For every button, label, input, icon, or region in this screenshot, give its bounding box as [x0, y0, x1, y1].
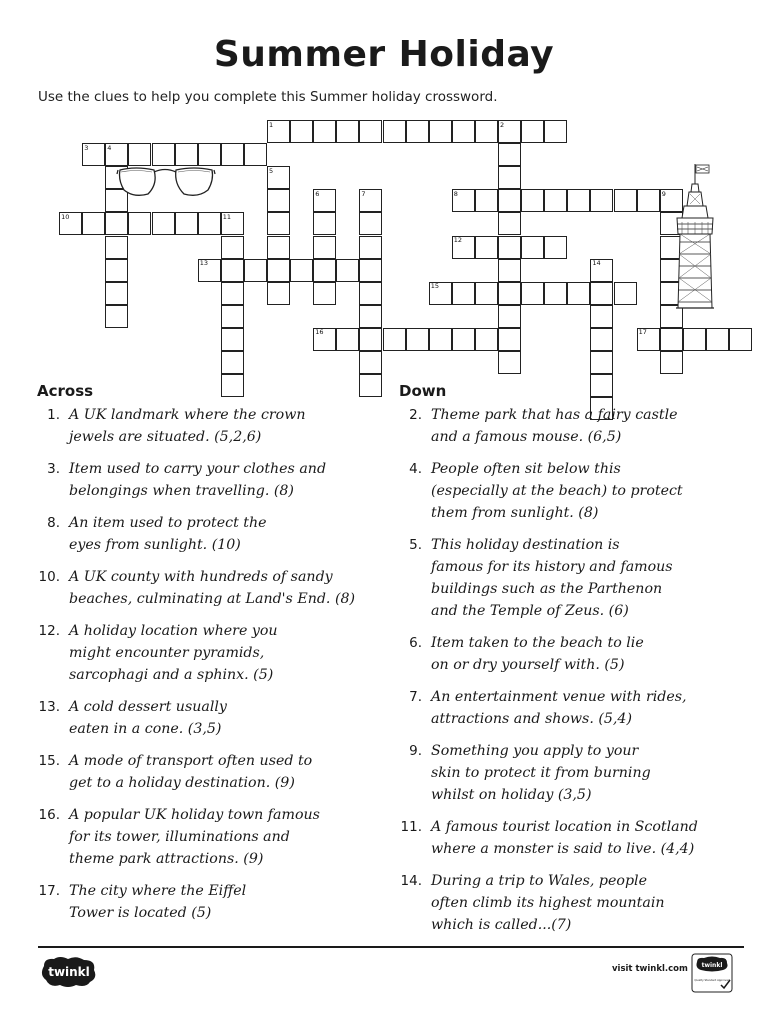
crossword-cell[interactable] — [498, 328, 521, 351]
crossword-cell[interactable] — [267, 236, 290, 259]
crossword-cell[interactable] — [521, 120, 544, 143]
crossword-cell[interactable] — [475, 282, 498, 305]
clue-number: 17. — [38, 883, 60, 899]
crossword-cell[interactable] — [498, 212, 521, 235]
clue-number: 15 — [430, 282, 439, 291]
clue-text: Item taken to the beach to lie on or dry yourself with. (5) — [431, 635, 644, 673]
across-heading: Across — [37, 382, 94, 400]
crossword-cell[interactable] — [475, 120, 498, 143]
visit-website-link[interactable]: visit twinkl.com — [612, 964, 688, 974]
clue-number: 14 — [592, 259, 601, 268]
clue-text: People often sit below this (especially at the beach) to protect them from sunlight. (8) — [431, 461, 683, 521]
crossword-cell[interactable] — [498, 236, 521, 259]
clue-number: 1. — [47, 407, 60, 423]
clue-text: During a trip to Wales, people often climb its highest mountain which is called...(7) — [431, 873, 665, 933]
clue-number: 9. — [409, 743, 422, 759]
crossword-cell[interactable] — [590, 189, 613, 212]
crossword-cell[interactable] — [267, 259, 290, 282]
logo-text: twinkl — [48, 965, 90, 979]
clue-number: 14. — [400, 873, 422, 889]
clue-text: Item used to carry your clothes and belongings when travelling. (8) — [69, 461, 327, 499]
quality-badge-icon — [691, 953, 733, 993]
badge-logo-text: twinkl — [701, 962, 723, 969]
crossword-cell[interactable] — [221, 143, 244, 166]
crossword-cell[interactable] — [221, 328, 244, 351]
crossword-cell[interactable] — [383, 120, 406, 143]
clue-number: 10. — [38, 569, 60, 585]
clue-text: A famous tourist location in Scotland where a monster is said to live. (4,4) — [431, 819, 698, 857]
crossword-cell[interactable] — [359, 259, 382, 282]
crossword-cell[interactable] — [498, 305, 521, 328]
clue-number: 9 — [661, 189, 666, 198]
clue-number: 5 — [269, 166, 274, 175]
clue-number: 15. — [38, 753, 60, 769]
clue-number: 4 — [107, 143, 112, 152]
crossword-cell[interactable] — [429, 328, 452, 351]
crossword-cell[interactable] — [544, 282, 567, 305]
crossword-cell[interactable] — [105, 212, 128, 235]
crossword-cell[interactable] — [637, 189, 660, 212]
clue-number: 7. — [409, 689, 422, 705]
crossword-cell[interactable] — [128, 143, 151, 166]
crossword-cell[interactable] — [175, 143, 198, 166]
crossword-cell[interactable] — [290, 259, 313, 282]
crossword-cell[interactable] — [614, 282, 637, 305]
footer-divider — [38, 946, 744, 948]
badge-text: Quality Standard Approved — [694, 979, 730, 982]
clue-number: 13. — [38, 699, 60, 715]
clue-number: 1 — [269, 120, 274, 129]
crossword-cell[interactable] — [383, 328, 406, 351]
crossword-cell[interactable] — [267, 212, 290, 235]
clue-text: A popular UK holiday town famous for its tower, illuminations and theme park attractions. (9) — [69, 807, 320, 867]
crossword-cell[interactable] — [590, 282, 613, 305]
crossword-cell[interactable] — [244, 259, 267, 282]
crossword-cell[interactable] — [313, 236, 336, 259]
crossword-cell[interactable] — [152, 143, 175, 166]
crossword-cell[interactable] — [82, 212, 105, 235]
clue-text: A cold dessert usually eaten in a cone. (3,5) — [69, 699, 227, 737]
crossword-cell[interactable] — [244, 143, 267, 166]
crossword-cell[interactable] — [359, 236, 382, 259]
clue-number: 2 — [500, 120, 505, 129]
crossword-cell[interactable] — [359, 374, 382, 397]
crossword-cell[interactable] — [313, 259, 336, 282]
down-heading: Down — [399, 382, 447, 400]
crossword-cell[interactable] — [475, 189, 498, 212]
crossword-cell[interactable] — [336, 120, 359, 143]
crossword-cell[interactable] — [152, 212, 175, 235]
crossword-cell[interactable] — [336, 259, 359, 282]
crossword-cell[interactable] — [267, 282, 290, 305]
crossword-cell[interactable] — [359, 305, 382, 328]
clue-number: 2. — [409, 407, 422, 423]
crossword-cell[interactable] — [105, 259, 128, 282]
crossword-cell[interactable] — [359, 282, 382, 305]
clue-text: Something you apply to your skin to protect it from burning whilst on holiday (3,5) — [431, 743, 651, 803]
crossword-cell[interactable] — [105, 305, 128, 328]
crossword-cell[interactable] — [452, 282, 475, 305]
crossword-cell[interactable] — [221, 351, 244, 374]
page-title: Summer Holiday — [213, 34, 555, 75]
crossword-cell[interactable] — [521, 282, 544, 305]
clue-text: A holiday location where you might encounter pyramids, sarcophagi and a sphinx. (5) — [69, 623, 278, 683]
crossword-cell[interactable] — [128, 212, 151, 235]
clue-number: 3. — [47, 461, 60, 477]
crossword-cell[interactable] — [475, 236, 498, 259]
crossword-cell[interactable] — [498, 166, 521, 189]
clue-number: 8. — [47, 515, 60, 531]
sunglasses-icon — [116, 164, 216, 202]
twinkl-logo — [40, 956, 98, 988]
crossword-cell[interactable] — [105, 282, 128, 305]
crossword-cell[interactable] — [498, 282, 521, 305]
crossword-cell[interactable] — [452, 328, 475, 351]
crossword-cell[interactable] — [729, 328, 752, 351]
crossword-cell[interactable] — [498, 189, 521, 212]
crossword-cell[interactable] — [498, 259, 521, 282]
crossword-cell[interactable] — [198, 212, 221, 235]
crossword-cell[interactable] — [221, 374, 244, 397]
intro-text: Use the clues to help you complete this Summer holiday crossword. — [38, 89, 498, 105]
clue-number: 10 — [61, 212, 70, 221]
crossword-cell[interactable] — [660, 351, 683, 374]
crossword-cell[interactable] — [567, 282, 590, 305]
clue-number: 8 — [453, 189, 458, 198]
crossword-cell[interactable] — [359, 328, 382, 351]
clue-number: 4. — [409, 461, 422, 477]
crossword-cell[interactable] — [221, 282, 244, 305]
crossword-cell[interactable] — [359, 120, 382, 143]
crossword-cell[interactable] — [475, 328, 498, 351]
crossword-cell[interactable] — [544, 189, 567, 212]
crossword-cell[interactable] — [429, 120, 452, 143]
clue-text: An item used to protect the eyes from sunlight. (10) — [69, 515, 267, 553]
clue-text: A mode of transport often used to get to a holiday destination. (9) — [69, 753, 313, 791]
clue-text: Theme park that has a fairy castle and a famous mouse. (6,5) — [431, 407, 678, 445]
clue-number: 16. — [38, 807, 60, 823]
blackpool-tower-icon — [668, 162, 722, 312]
crossword-cell[interactable] — [336, 328, 359, 351]
clue-text: A UK landmark where the crown jewels are situated. (5,2,6) — [69, 407, 306, 445]
clue-number: 6 — [315, 189, 320, 198]
crossword-cell[interactable] — [544, 120, 567, 143]
crossword-cell[interactable] — [706, 328, 729, 351]
clue-number: 3 — [84, 143, 89, 152]
crossword-cell[interactable] — [498, 351, 521, 374]
clue-number: 12 — [453, 236, 463, 244]
crossword-cell[interactable] — [614, 189, 637, 212]
clue-text: This holiday destination is famous for its history and famous buildings such as the Parthenon and the Temple of Zeus. (6) — [431, 537, 673, 619]
crossword-cell[interactable] — [290, 120, 313, 143]
crossword-cell[interactable] — [406, 120, 429, 143]
crossword-cell[interactable] — [406, 328, 429, 351]
crossword-cell[interactable] — [521, 189, 544, 212]
clue-number: 11. — [400, 819, 422, 835]
clue-text: A UK county with hundreds of sandy beaches, culminating at Land's End. (8) — [69, 569, 356, 607]
crossword-cell[interactable] — [221, 305, 244, 328]
crossword-cell[interactable] — [590, 374, 613, 397]
clue-number: 16 — [315, 328, 324, 337]
crossword-cell[interactable] — [590, 351, 613, 374]
crossword-cell[interactable] — [359, 212, 382, 235]
crossword-cell[interactable] — [521, 236, 544, 259]
crossword-cell[interactable] — [590, 328, 613, 351]
crossword-cell[interactable] — [105, 236, 128, 259]
clue-number: 12. — [38, 623, 60, 639]
clue-number: 7 — [361, 189, 366, 198]
crossword-cell[interactable] — [198, 143, 221, 166]
clue-number: 13 — [199, 259, 208, 268]
clue-number: 6. — [409, 635, 422, 651]
crossword-cell[interactable] — [313, 212, 336, 235]
crossword-cell[interactable] — [221, 236, 244, 259]
crossword-cell[interactable] — [267, 189, 290, 212]
clue-number: 5. — [409, 537, 422, 553]
crossword-cell[interactable] — [359, 351, 382, 374]
crossword-cell[interactable] — [313, 120, 336, 143]
crossword-cell[interactable] — [452, 120, 475, 143]
crossword-cell[interactable] — [175, 212, 198, 235]
clue-text: The city where the Eiffel Tower is located (5) — [69, 883, 247, 921]
crossword-cell[interactable] — [544, 236, 567, 259]
crossword-cell[interactable] — [313, 282, 336, 305]
clue-number: 17 — [638, 328, 647, 337]
clue-number: 11 — [222, 212, 232, 221]
crossword-cell[interactable] — [221, 259, 244, 282]
crossword-cell[interactable] — [590, 305, 613, 328]
crossword-cell[interactable] — [498, 143, 521, 166]
crossword-cell[interactable] — [660, 328, 683, 351]
clue-text: An entertainment venue with rides, attractions and shows. (5,4) — [431, 689, 687, 727]
crossword-cell[interactable] — [683, 328, 706, 351]
crossword-cell[interactable] — [567, 189, 590, 212]
